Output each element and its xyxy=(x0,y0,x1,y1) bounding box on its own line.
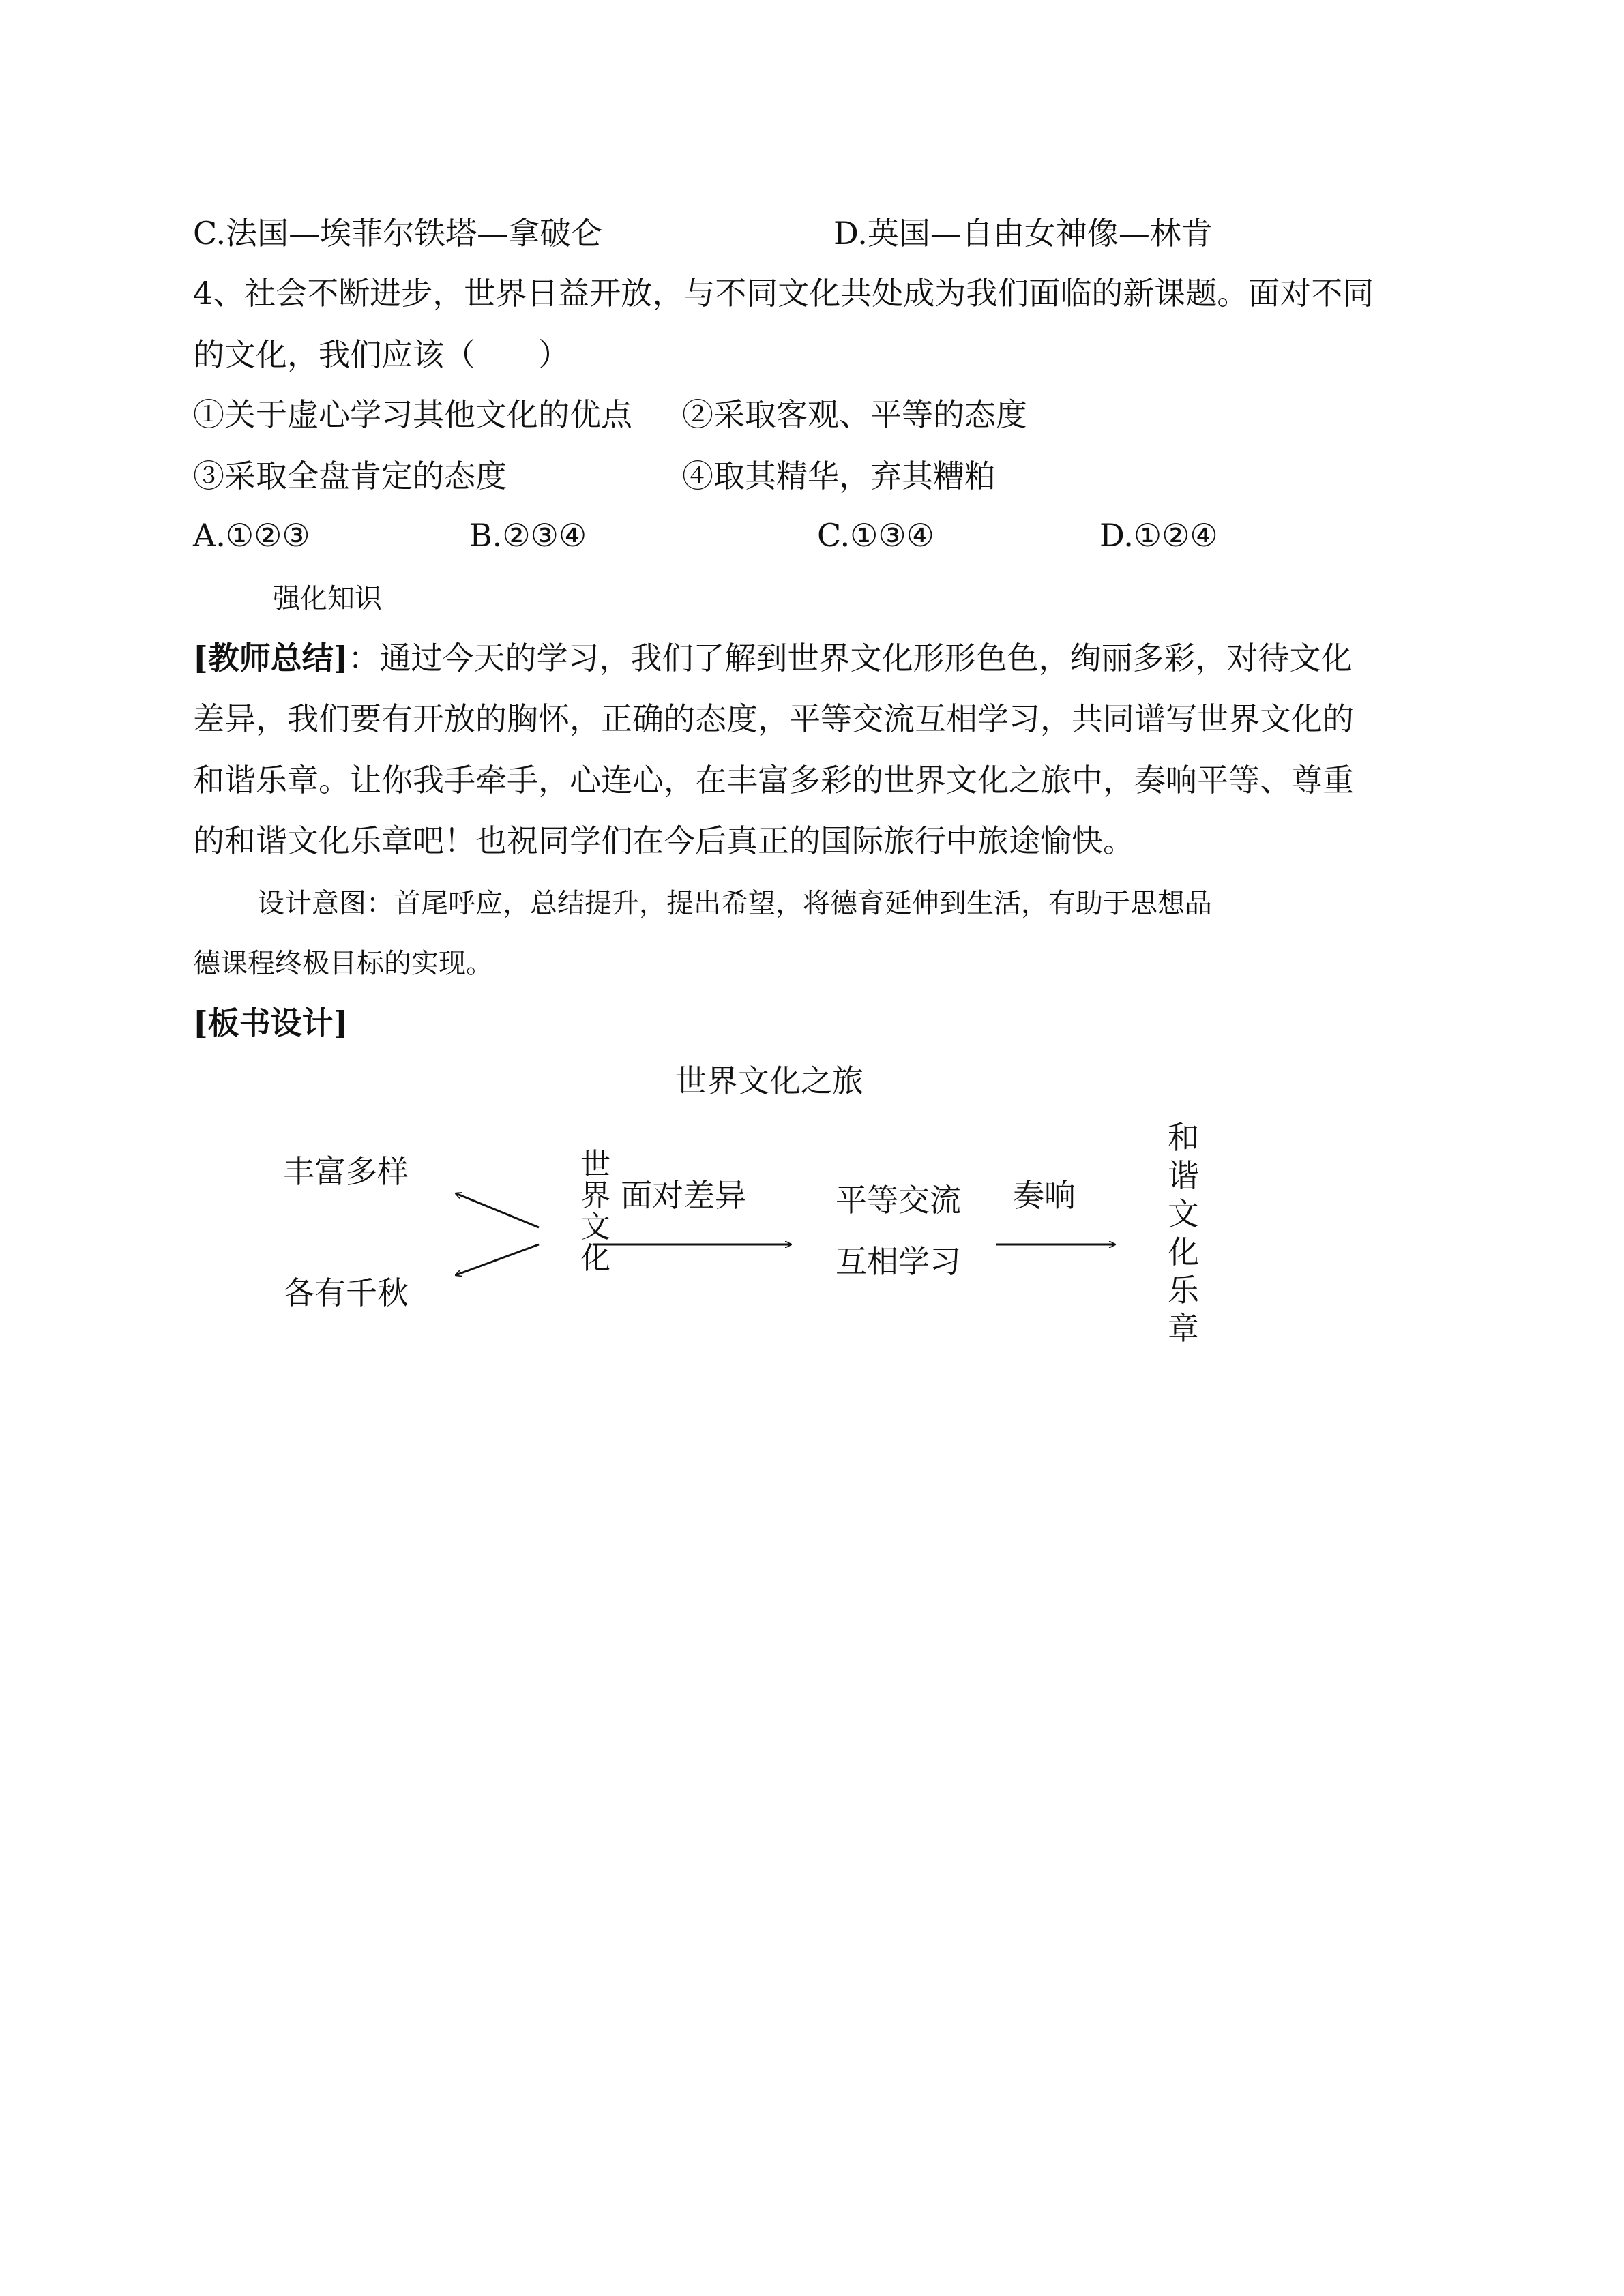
q3-option-c: C.法国—埃菲尔铁塔—拿破仑 xyxy=(193,215,603,252)
board-arrow1-label: 面对差异 xyxy=(621,1177,746,1214)
design-intent-line1: 设计意图：首尾呼应，总结提升，提出希望，将德育延伸到生活，有助于思想品 xyxy=(257,888,1212,919)
design-intent-line2: 德课程终极目标的实现。 xyxy=(193,948,493,979)
reinforce-heading: 强化知识 xyxy=(273,583,382,614)
q4-option-a: A.①②③ xyxy=(193,517,310,554)
q4-item-2: ②采取客观、平等的态度 xyxy=(682,396,1027,433)
board-mid-top: 平等交流 xyxy=(836,1182,961,1219)
q4-option-d: D.①②④ xyxy=(1099,517,1218,554)
q4-item-4: ④取其精华，弃其糟粕 xyxy=(682,458,996,494)
board-arrow2-label: 奏响 xyxy=(1013,1177,1076,1214)
q4-stem-line2: 的文化，我们应该（ ） xyxy=(193,336,570,373)
board-left-bottom: 各有千秋 xyxy=(283,1274,409,1311)
q4-option-b: B.②③④ xyxy=(469,517,587,554)
board-title: 世界文化之旅 xyxy=(675,1062,863,1099)
board-mid-bottom: 互相学习 xyxy=(836,1243,961,1280)
q4-item-1: ①关于虚心学习其他文化的优点 xyxy=(193,396,632,433)
board-left-top: 丰富多样 xyxy=(283,1153,409,1190)
q3-option-d: D.英国—自由女神像—林肯 xyxy=(833,215,1213,252)
teacher-summary-line4: 的和谐文化乐章吧！也祝同学们在今后真正的国际旅行中旅途愉快。 xyxy=(193,822,1134,859)
teacher-summary-line2: 差异，我们要有开放的胸怀，正确的态度，平等交流互相学习，共同谱写世界文化的 xyxy=(193,700,1354,737)
teacher-summary-text: ：通过今天的学习，我们了解到世界文化形形色色，绚丽多彩，对待文化 xyxy=(348,640,1353,676)
board-center-vertical: 世界文化 xyxy=(580,1147,610,1276)
q4-stem-line1: 4、社会不断进步，世界日益开放，与不同文化共处成为我们面临的新课题。面对不同 xyxy=(193,275,1374,312)
arrow-to-left-top xyxy=(456,1193,539,1227)
board-right-vertical: 和谐文化乐章 xyxy=(1168,1119,1199,1347)
board-heading: [板书设计] xyxy=(193,1004,349,1041)
teacher-summary-label: [教师总结] xyxy=(193,640,349,676)
q4-item-3: ③采取全盘肯定的态度 xyxy=(193,458,507,494)
teacher-summary-line3: 和谐乐章。让你我手牵手，心连心，在丰富多彩的世界文化之旅中，奏响平等、尊重 xyxy=(193,762,1354,799)
q4-option-c: C.①③④ xyxy=(817,517,934,554)
arrow-to-left-bottom xyxy=(456,1244,539,1275)
